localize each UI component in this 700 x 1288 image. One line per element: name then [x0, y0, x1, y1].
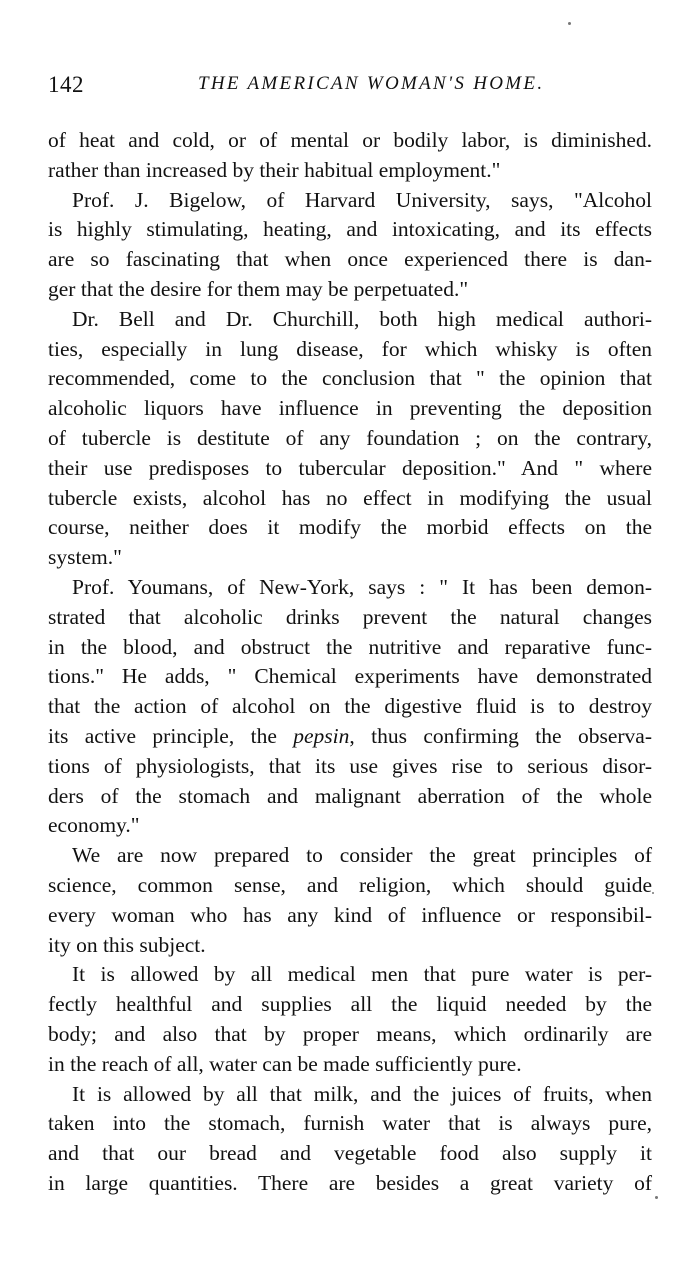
text-line: alcoholic liquors have influence in preventing the deposition — [48, 396, 652, 421]
text-line: and that our bread and vegetable food also supply it — [48, 1141, 652, 1166]
text-line: taken into the stomach, furnish water that is always pure, — [48, 1111, 652, 1136]
paragraph-7 — [48, 1080, 652, 1199]
text-line: fectly healthful and supplies all the liquid needed by the — [48, 992, 652, 1017]
text-line: in large quantities. There are besides a great variety of — [48, 1170, 652, 1195]
text-line: Prof. Youmans, of New-York, says : " It has been demon- — [72, 574, 652, 599]
text-line: It is allowed by all medical men that pure water is per- — [72, 962, 652, 987]
paragraph-2 — [48, 186, 652, 305]
text-line: their use predisposes to tubercular deposition." And " where — [48, 455, 652, 480]
italic-word-pepsin: pepsin — [293, 723, 350, 748]
paper-speck — [655, 1196, 658, 1199]
text-line: It is allowed by all that milk, and the juices of fruits, when — [72, 1081, 652, 1106]
text-line: tubercle exists, alcohol has no effect in modifying the usual — [48, 485, 652, 510]
text-line: Dr. Bell and Dr. Churchill, both high medical authori- — [72, 306, 652, 331]
text-line: science, common sense, and religion, which should guide — [48, 872, 652, 897]
text-line: body; and also that by proper means, which ordinarily are — [48, 1021, 652, 1046]
text-line: strated that alcoholic drinks prevent the natural changes — [48, 604, 652, 629]
paragraph-6 — [48, 960, 652, 1079]
paragraph-5 — [48, 841, 652, 960]
text-line: in the reach of all, water can be made sufficiently pure. — [48, 1051, 522, 1076]
page-number: 142 — [48, 72, 84, 97]
text-line-with-italic — [48, 722, 652, 752]
paragraph-1 — [48, 126, 652, 186]
text-line: of tubercle is destitute of any foundation ; on the contrary, — [48, 425, 652, 450]
running-head: THE AMERICAN WOMAN'S HOME. — [198, 73, 545, 94]
text-line: ties, especially in lung disease, for which whisky is often — [48, 336, 652, 361]
text-line: We are now prepared to consider the great principles of — [72, 843, 652, 868]
text-line: every woman who has any kind of influence or responsibil- — [48, 902, 652, 927]
text-line: ity on this subject. — [48, 932, 206, 957]
text-line: tions." He adds, " Chemical experiments have demonstrated — [48, 664, 652, 689]
text-line: that the action of alcohol on the digestive fluid is to destroy — [48, 694, 652, 719]
text-line: in the blood, and obstruct the nutritive and reparative func- — [48, 634, 652, 659]
text-line: of heat and cold, or of mental or bodily labor, is diminished. — [48, 128, 652, 152]
text-line: rather than increased by their habitual employment." — [48, 157, 501, 182]
paragraph-4 — [48, 573, 652, 841]
text-line: ger that the desire for them may be perpetuated." — [48, 276, 469, 301]
page-header — [48, 72, 652, 102]
paper-speck — [652, 892, 654, 894]
text-line: is highly stimulating, heating, and intoxicating, and its effects — [48, 217, 652, 242]
text-line: course, neither does it modify the morbid effects on the — [48, 515, 652, 540]
text-line: recommended, come to the conclusion that " the opinion that — [48, 366, 652, 391]
text-segment: its active principle, the — [48, 723, 294, 748]
paragraph-3 — [48, 305, 652, 573]
text-line: economy." — [48, 813, 140, 838]
text-line: tions of physiologists, that its use gives rise to serious disor- — [48, 753, 652, 778]
text-segment: , thus confirming the observa- — [349, 723, 652, 748]
text-line: ders of the stomach and malignant aberration of the whole — [48, 783, 652, 808]
body-text — [48, 126, 652, 1199]
text-line: Prof. J. Bigelow, of Harvard University, says, "Alcohol — [72, 187, 652, 212]
paper-speck — [568, 22, 571, 25]
text-line: system." — [48, 545, 122, 570]
text-line: are so fascinating that when once experienced there is dan- — [48, 247, 652, 272]
